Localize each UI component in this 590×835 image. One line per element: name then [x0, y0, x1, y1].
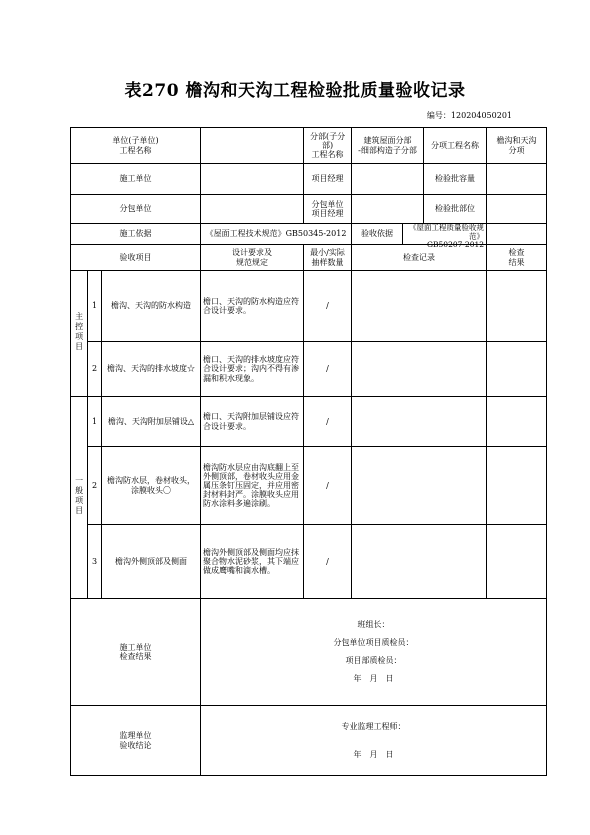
- acceptance-record-table: [70, 127, 547, 776]
- main-items-label: 主控项目: [71, 271, 88, 397]
- general-item-record[interactable]: [352, 525, 487, 599]
- general-item-requirement: 檐沟防水层应由沟底翻上至外侧顶部，卷材收头应用金属压条钉压固定，并应用密封材料封严。涂膜收头应用防水涂料多遍涂刷。: [201, 447, 304, 525]
- main-item-requirement: 檐口、天沟的排水坡度应符合设计要求；沟内不得有渗漏和积水现象。: [201, 342, 304, 397]
- main-item-result[interactable]: [487, 342, 547, 397]
- sub-project-field: [352, 128, 487, 164]
- batch-location-value[interactable]: [487, 195, 547, 224]
- main-item-requirement: 檐口、天沟的防水构造应符合设计要求。: [201, 271, 304, 342]
- subcontractor-label: 分包单位: [71, 195, 201, 224]
- main-item-name: 檐沟、天沟的防水构造: [102, 271, 201, 342]
- project-manager-field: [352, 164, 487, 195]
- sub-project-value: 建筑屋面分部 -细部构造子分部: [352, 128, 424, 163]
- general-item-sample[interactable]: /: [304, 397, 352, 447]
- contractor-label: 施工单位: [71, 164, 201, 195]
- main-item-no: 1: [88, 271, 102, 342]
- general-item-no: 3: [88, 525, 102, 599]
- general-item-no: 2: [88, 447, 102, 525]
- main-item-sample[interactable]: /: [304, 271, 352, 342]
- basis-label: 施工依据: [71, 224, 201, 245]
- main-item-result[interactable]: [487, 271, 547, 342]
- general-item-no: 1: [88, 397, 102, 447]
- sub-project-manager-field: [352, 195, 487, 224]
- batch-location-label: 检验批部位: [435, 204, 476, 214]
- acceptance-basis-field: [352, 223, 487, 250]
- acceptance-basis-label: 验收依据: [352, 224, 403, 244]
- general-item-result[interactable]: [487, 525, 547, 599]
- subcontractor-value[interactable]: [201, 195, 304, 224]
- main-item-sample[interactable]: /: [304, 342, 352, 397]
- general-item-name: 檐沟、天沟附加层铺设△: [102, 397, 201, 447]
- col-item-header: 验收项目: [71, 245, 201, 271]
- unit-project-value[interactable]: [201, 128, 304, 164]
- project-manager-value[interactable]: [352, 164, 424, 194]
- general-item-requirement: 檐沟外侧顶部及侧面均应抹聚合物水泥砂浆，其下端应做成鹰嘴和滴水槽。: [201, 525, 304, 599]
- main-item-no: 2: [88, 342, 102, 397]
- supervision-label: 监理单位 验收结论: [71, 706, 201, 776]
- col-requirement-header: 设计要求及 规范规定: [201, 245, 304, 271]
- sub-project-manager-label: 分包单位 项目经理: [304, 195, 352, 224]
- acceptance-basis-value: 《屋面工程质量验收规范》 GB50207-2012: [409, 223, 485, 250]
- general-item-record[interactable]: [352, 447, 487, 525]
- page-title: 表270 檐沟和天沟工程检验批质量验收记录: [124, 81, 466, 101]
- contractor-value[interactable]: [201, 164, 304, 195]
- acceptance-basis-value-cont: [487, 224, 547, 245]
- general-item-name: 檐沟防水层，卷材收头，涂膜收头〇: [102, 447, 201, 525]
- sub-inspector-field[interactable]: 分包单位项目质检员：: [333, 638, 414, 647]
- project-manager-label: 项目经理: [304, 164, 352, 195]
- construction-check-label: 施工单位 检查结果: [71, 599, 201, 706]
- general-item-sample[interactable]: /: [304, 525, 352, 599]
- unit-project-label: 单位(子单位) 工程名称: [71, 128, 201, 164]
- supervision-engineer-field[interactable]: 专业监理工程师：: [341, 721, 406, 731]
- batch-capacity-value[interactable]: [487, 164, 547, 195]
- item-project-label: 分项工程名称: [431, 140, 480, 150]
- batch-capacity-label: 检验批容量: [435, 174, 476, 184]
- general-item-name: 檐沟外侧顶部及侧面: [102, 525, 201, 599]
- main-item-name: 檐沟、天沟的排水坡度☆: [102, 342, 201, 397]
- general-item-sample[interactable]: /: [304, 447, 352, 525]
- construction-date-field[interactable]: 年 月 日: [353, 674, 394, 683]
- construction-check-signatures: [201, 599, 547, 706]
- project-inspector-field[interactable]: 项目部质检员：: [345, 656, 402, 665]
- supervision-signatures: [201, 706, 547, 776]
- document-number: 编号：120204050201: [426, 111, 512, 120]
- col-record-header: 检查记录: [352, 245, 487, 271]
- team-leader-field[interactable]: 班组长：: [357, 620, 390, 629]
- main-item-record[interactable]: [352, 342, 487, 397]
- general-items-label: 一般项目: [71, 397, 88, 599]
- supervision-date-field[interactable]: 年 月 日: [353, 749, 394, 759]
- general-item-requirement: 檐口、天沟附加层铺设应符合设计要求。: [201, 397, 304, 447]
- main-item-record[interactable]: [352, 271, 487, 342]
- general-item-record[interactable]: [352, 397, 487, 447]
- basis-value: 《屋面工程技术规范》GB50345-2012: [201, 224, 352, 245]
- general-item-result[interactable]: [487, 447, 547, 525]
- item-project-value: 檐沟和天沟 分项: [487, 128, 547, 164]
- col-result-header: 检查 结果: [487, 245, 547, 271]
- sub-project-label: 分部(子分部) 工程名称: [304, 128, 352, 164]
- general-item-result[interactable]: [487, 397, 547, 447]
- sub-project-manager-value[interactable]: [352, 195, 424, 223]
- col-sample-header: 最小/实际 抽样数量: [304, 245, 352, 271]
